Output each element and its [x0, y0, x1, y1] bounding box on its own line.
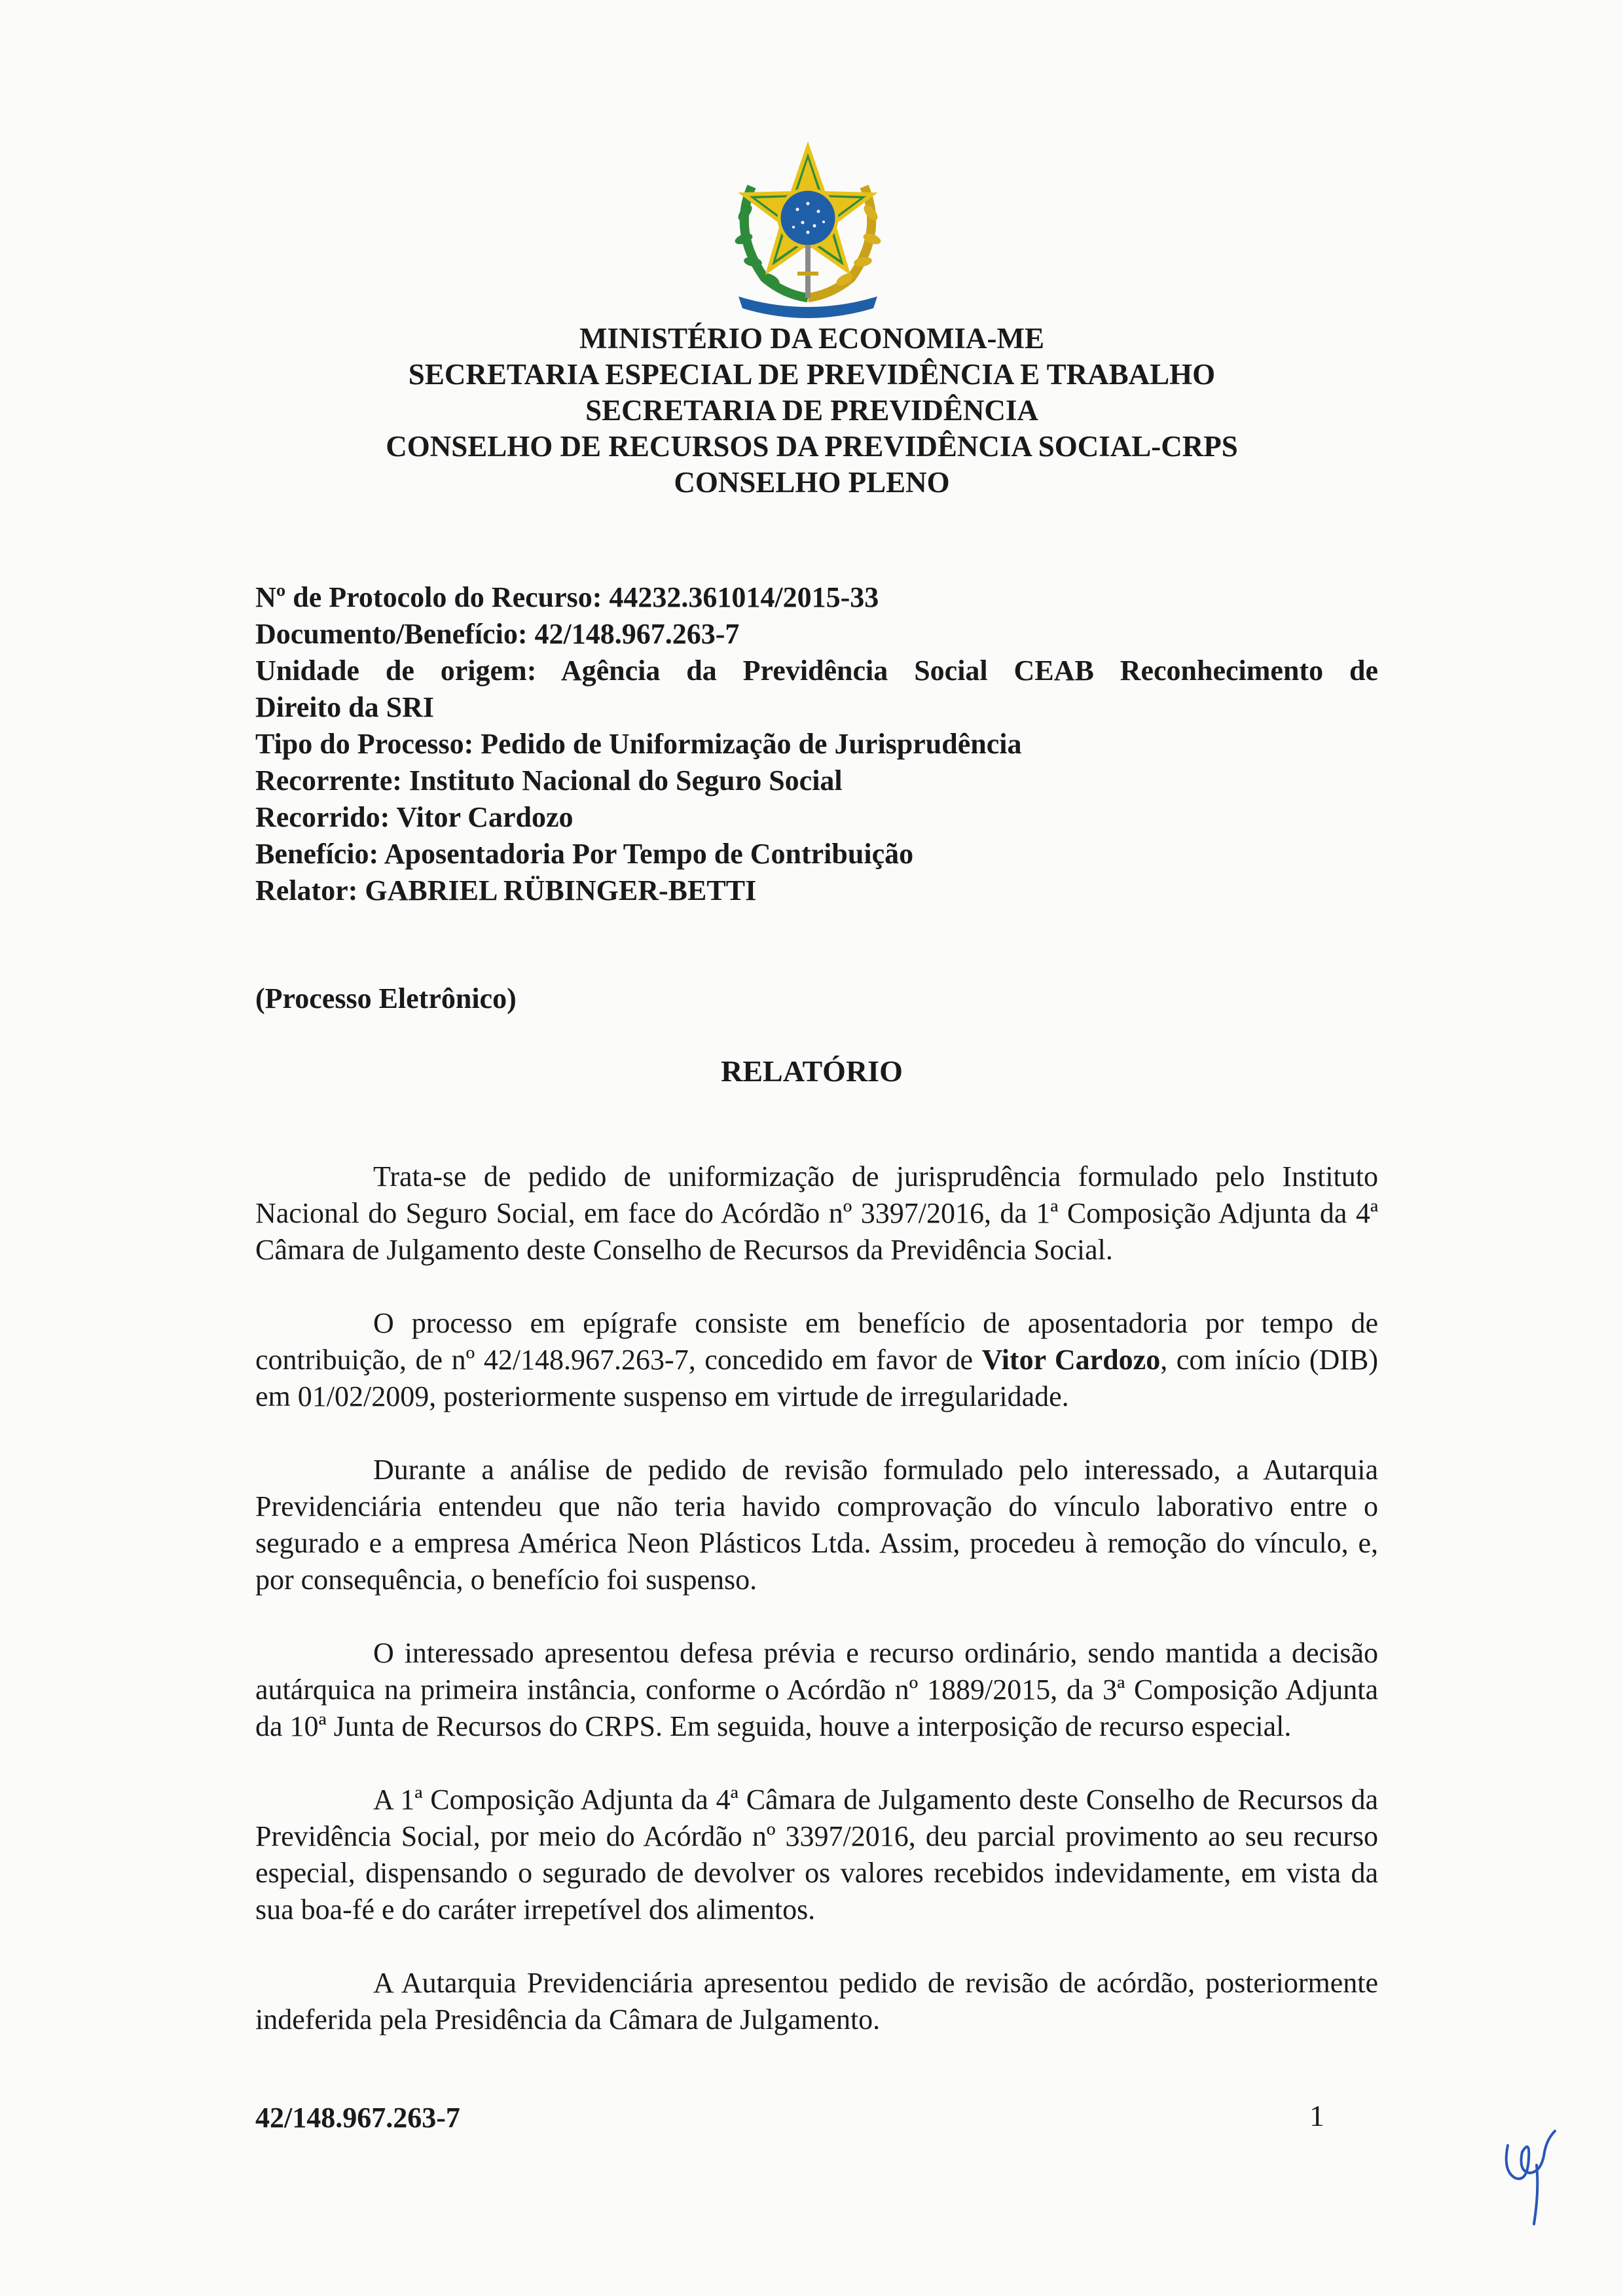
- paragraph-5: A 1ª Composição Adjunta da 4ª Câmara de Julgamento deste Conselho de Recursos da Previdência Social, por meio do Acórdão nº 3397/2016, deu parcial provimento ao seu recurso especial, dispensando o segurado de devolver os valores recebidos indevidamente, em vista da sua boa-fé e do caráter irrepetível dos alimentos.: [255, 1784, 1378, 1926]
- paragraph-3: Durante a análise de pedido de revisão formulado pelo interessado, a Autarquia Previdenciária entendeu que não teria havido comprovação do vínculo laborativo entre o segurado e a empresa América Neon Plásticos Ltda. Assim, procedeu à remoção do vínculo, e, por consequência, o benefício foi suspenso.: [255, 1454, 1378, 1596]
- paragraph-1: Trata-se de pedido de uniformização de jurisprudência formulado pelo Instituto Nacional do Seguro Social, em face do Acórdão nº 3397/2016, da 1ª Composição Adjunta da 4ª Câmara de Julgamento deste Conselho de Recursos da Previdência Social.: [255, 1160, 1378, 1266]
- paragraph-2-text-b: , com início (DIB) em 01/02/2009, posteriormente suspenso em virtude de irregularidade.: [255, 1344, 1378, 1412]
- paragraph-2-text-a: O processo em epígrafe consiste em benefício de aposentadoria por tempo de contribuição, de nº 42/148.967.263-7, concedido em favor de: [255, 1307, 1378, 1376]
- recorrido-name: Vitor Cardozo: [981, 1344, 1161, 1376]
- processo-eletronico-label: (Processo Eletrônico): [255, 982, 517, 1014]
- header-line-secretaria: SECRETARIA DE PREVIDÊNCIA: [585, 394, 1038, 427]
- scan-mark: [274, 167, 278, 187]
- process-metadata: [255, 579, 1378, 909]
- page-number: 1: [1309, 2099, 1324, 2132]
- paragraph-2: [255, 1305, 1378, 1415]
- header-line-ministry: MINISTÉRIO DA ECONOMIA-ME: [579, 322, 1045, 355]
- document-title: RELATÓRIO: [721, 1054, 903, 1088]
- paragraph-6: A Autarquia Previdenciária apresentou pedido de revisão de acórdão, posteriormente indeferida pela Presidência da Câmara de Julgamento.: [255, 1967, 1378, 2036]
- paragraph-4: O interessado apresentou defesa prévia e recurso ordinário, sendo mantida a decisão autárquica na primeira instância, conforme o Acórdão nº 1889/2015, da 3ª Composição Adjunta da 10ª Junta de Recursos do CRPS. Em seguida, houve a interposição de recurso especial.: [255, 1637, 1378, 1742]
- meta-recorrido: Recorrido: Vitor Cardozo: [255, 801, 574, 833]
- meta-recorrente: Recorrente: Instituto Nacional do Seguro Social: [255, 764, 843, 797]
- header-line-pleno: CONSELHO PLENO: [674, 466, 950, 499]
- brazil-coat-of-arms-emblem: [725, 141, 890, 321]
- report-body: [255, 1158, 1378, 2075]
- header-line-conselho: CONSELHO DE RECURSOS DA PREVIDÊNCIA SOCIAL-CRPS: [386, 430, 1238, 463]
- meta-unidade-line1: Unidade de origem: Agência da Previdência Social CEAB Reconhecimento de: [255, 655, 1378, 687]
- document-header: [196, 321, 1427, 501]
- header-line-secretaria-especial: SECRETARIA ESPECIAL DE PREVIDÊNCIA E TRABALHO: [408, 358, 1216, 391]
- footer-document-number: 42/148.967.263-7: [255, 2102, 460, 2134]
- meta-relator: Relator: GABRIEL RÜBINGER-BETTI: [255, 874, 757, 906]
- meta-beneficio: Benefício: Aposentadoria Por Tempo de Contribuição: [255, 838, 914, 870]
- handwritten-initials-signature: [1496, 2126, 1568, 2231]
- meta-tipo: Tipo do Processo: Pedido de Uniformização de Jurisprudência: [255, 728, 1022, 760]
- meta-documento: Documento/Benefício: 42/148.967.263-7: [255, 618, 740, 650]
- meta-protocolo: Nº de Protocolo do Recurso: 44232.361014/2015-33: [255, 581, 879, 613]
- meta-unidade-line2: Direito da SRI: [255, 691, 434, 723]
